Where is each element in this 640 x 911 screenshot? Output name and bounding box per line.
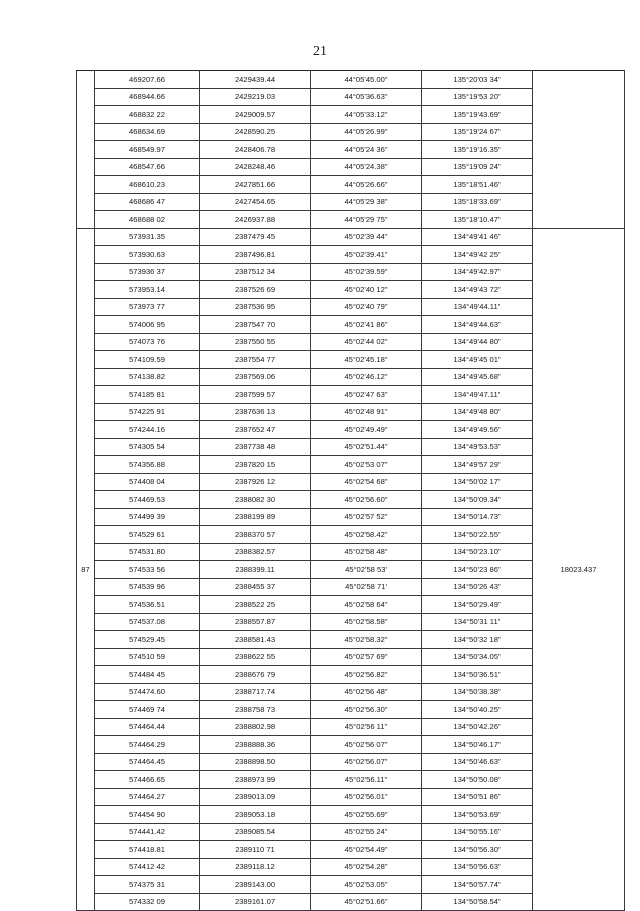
y-coordinate-cell: 2389110 71	[200, 841, 311, 859]
y-coordinate-cell: 2428406.78	[200, 141, 311, 159]
longitude-cell: 135°19'16.35"	[422, 141, 533, 159]
x-coordinate-cell: 574073 76	[95, 333, 200, 351]
latitude-cell: 45°02'56 11"	[311, 718, 422, 736]
x-coordinate-cell: 574138.82	[95, 368, 200, 386]
longitude-cell: 134°49'42.97"	[422, 263, 533, 281]
y-coordinate-cell: 2388758 73	[200, 701, 311, 719]
longitude-cell: 134°50'23.10"	[422, 543, 533, 561]
longitude-cell: 134°50'02 17"	[422, 473, 533, 491]
y-coordinate-cell: 2388455 37	[200, 578, 311, 596]
x-coordinate-cell: 573973 77	[95, 298, 200, 316]
y-coordinate-cell: 2387636 13	[200, 403, 311, 421]
latitude-cell: 44°05'26.99"	[311, 123, 422, 141]
x-coordinate-cell: 574510 59	[95, 648, 200, 666]
x-coordinate-cell: 468547.66	[95, 158, 200, 176]
y-coordinate-cell: 2426937.88	[200, 211, 311, 229]
latitude-cell: 45°02'53.05"	[311, 876, 422, 894]
longitude-cell: 135°19'43.69"	[422, 106, 533, 124]
longitude-cell: 135°20'03 34"	[422, 71, 533, 89]
parcel-number-cell	[77, 71, 95, 229]
longitude-cell: 134°49'44.11"	[422, 298, 533, 316]
latitude-cell: 45°02'39 44"	[311, 228, 422, 246]
x-coordinate-cell: 468688 02	[95, 211, 200, 229]
latitude-cell: 45°02'51.66"	[311, 893, 422, 911]
latitude-cell: 45°02'58 53'	[311, 561, 422, 579]
page-number: 21	[313, 44, 327, 59]
y-coordinate-cell: 2387479 45	[200, 228, 311, 246]
latitude-cell: 44°05'29 38"	[311, 193, 422, 211]
longitude-cell: 134°50'32 18"	[422, 631, 533, 649]
x-coordinate-cell: 468944.66	[95, 88, 200, 106]
x-coordinate-cell: 573930.63	[95, 246, 200, 264]
x-coordinate-cell: 468610.23	[95, 176, 200, 194]
longitude-cell: 134°49'44.63"	[422, 316, 533, 334]
y-coordinate-cell: 2388973 99	[200, 771, 311, 789]
longitude-cell: 134°50'56.30"	[422, 841, 533, 859]
longitude-cell: 134°50'46.17"	[422, 736, 533, 754]
x-coordinate-cell: 574537.08	[95, 613, 200, 631]
longitude-cell: 134°49'57 29"	[422, 456, 533, 474]
y-coordinate-cell: 2388382.57	[200, 543, 311, 561]
x-coordinate-cell: 574499 39	[95, 508, 200, 526]
y-coordinate-cell: 2389013.09	[200, 788, 311, 806]
longitude-cell: 134°50'51 86"	[422, 788, 533, 806]
latitude-cell: 44°05'24 36"	[311, 141, 422, 159]
x-coordinate-cell: 574185 81	[95, 386, 200, 404]
y-coordinate-cell: 2388522 25	[200, 596, 311, 614]
x-coordinate-cell: 574244.16	[95, 421, 200, 439]
latitude-cell: 45°02'41 86"	[311, 316, 422, 334]
longitude-cell: 134°49'43 72"	[422, 281, 533, 299]
latitude-cell: 45°02'47 63"	[311, 386, 422, 404]
table-row	[77, 71, 625, 89]
latitude-cell: 45°02'39.59"	[311, 263, 422, 281]
longitude-cell: 134°49'45.68"	[422, 368, 533, 386]
longitude-cell: 134°50'22.55"	[422, 526, 533, 544]
x-coordinate-cell: 574109.59	[95, 351, 200, 369]
x-coordinate-cell: 574332 09	[95, 893, 200, 911]
x-coordinate-cell: 574469 74	[95, 701, 200, 719]
y-coordinate-cell: 2388898.50	[200, 753, 311, 771]
longitude-cell: 134°50'42.26"	[422, 718, 533, 736]
longitude-cell: 135°19'24 67"	[422, 123, 533, 141]
x-coordinate-cell: 574412 42	[95, 858, 200, 876]
x-coordinate-cell: 574469.53	[95, 491, 200, 509]
longitude-cell: 135°18'33.69"	[422, 193, 533, 211]
longitude-cell: 134°49'44 80"	[422, 333, 533, 351]
x-coordinate-cell: 574408 04	[95, 473, 200, 491]
latitude-cell: 45°02'56.82"	[311, 666, 422, 684]
latitude-cell: 45°02'56.01"	[311, 788, 422, 806]
longitude-cell: 134°49'47.11"	[422, 386, 533, 404]
x-coordinate-cell: 574356.88	[95, 456, 200, 474]
latitude-cell: 45°02'56.11"	[311, 771, 422, 789]
latitude-cell: 44°05'33.12"	[311, 106, 422, 124]
y-coordinate-cell: 2387569.06	[200, 368, 311, 386]
y-coordinate-cell: 2387652 47	[200, 421, 311, 439]
latitude-cell: 45°02'56.60"	[311, 491, 422, 509]
latitude-cell: 45°02'55 24"	[311, 823, 422, 841]
longitude-cell: 135°18'10.47"	[422, 211, 533, 229]
latitude-cell: 45°02'40 79"	[311, 298, 422, 316]
x-coordinate-cell: 574464.27	[95, 788, 200, 806]
longitude-cell: 134°50'23 86"	[422, 561, 533, 579]
x-coordinate-cell: 574454 90	[95, 806, 200, 824]
y-coordinate-cell: 2429219.03	[200, 88, 311, 106]
x-coordinate-cell: 574464.45	[95, 753, 200, 771]
latitude-cell: 45°02'55.69"	[311, 806, 422, 824]
latitude-cell: 45°02'56 48"	[311, 683, 422, 701]
x-coordinate-cell: 574006 95	[95, 316, 200, 334]
longitude-cell: 134°50'57.74"	[422, 876, 533, 894]
latitude-cell: 45°02'51.44"	[311, 438, 422, 456]
y-coordinate-cell: 2388199 89	[200, 508, 311, 526]
y-coordinate-cell: 2388888.36	[200, 736, 311, 754]
latitude-cell: 45°02'53 07"	[311, 456, 422, 474]
y-coordinate-cell: 2428248.46	[200, 158, 311, 176]
longitude-cell: 134°50'36.51"	[422, 666, 533, 684]
coordinates-table	[76, 70, 625, 911]
y-coordinate-cell: 2388802.98	[200, 718, 311, 736]
longitude-cell: 134°50'38.38"	[422, 683, 533, 701]
longitude-cell: 134°49'53.53"	[422, 438, 533, 456]
x-coordinate-cell: 574529.45	[95, 631, 200, 649]
latitude-cell: 45°02'54.49"	[311, 841, 422, 859]
latitude-cell: 45°02'58.42"	[311, 526, 422, 544]
y-coordinate-cell: 2389053.18	[200, 806, 311, 824]
y-coordinate-cell: 2387926 12	[200, 473, 311, 491]
y-coordinate-cell: 2387550 55	[200, 333, 311, 351]
longitude-cell: 134°50'55.16"	[422, 823, 533, 841]
x-coordinate-cell: 574418.81	[95, 841, 200, 859]
longitude-cell: 134°50'46.63"	[422, 753, 533, 771]
x-coordinate-cell: 574464.44	[95, 718, 200, 736]
y-coordinate-cell: 2388717.74	[200, 683, 311, 701]
latitude-cell: 45°02'49.49"	[311, 421, 422, 439]
x-coordinate-cell: 468832 22	[95, 106, 200, 124]
latitude-cell: 44°05'29 75"	[311, 211, 422, 229]
latitude-cell: 45°02'56.07"	[311, 753, 422, 771]
longitude-cell: 134°50'09.34"	[422, 491, 533, 509]
y-coordinate-cell: 2388370 57	[200, 526, 311, 544]
x-coordinate-cell: 574484 45	[95, 666, 200, 684]
x-coordinate-cell: 574441.42	[95, 823, 200, 841]
longitude-cell: 134°50'58.54"	[422, 893, 533, 911]
y-coordinate-cell: 2388676 79	[200, 666, 311, 684]
longitude-cell: 135°18'51.46"	[422, 176, 533, 194]
y-coordinate-cell: 2387547 70	[200, 316, 311, 334]
longitude-cell: 134°50'29.49"	[422, 596, 533, 614]
longitude-cell: 135°19'53 20"	[422, 88, 533, 106]
latitude-cell: 45°02'57 69"	[311, 648, 422, 666]
longitude-cell: 134°50'50.08"	[422, 771, 533, 789]
table-row	[77, 228, 625, 246]
x-coordinate-cell: 573953.14	[95, 281, 200, 299]
latitude-cell: 45°02'46.12"	[311, 368, 422, 386]
latitude-cell: 45°02'54.28"	[311, 858, 422, 876]
latitude-cell: 45°02'58 48"	[311, 543, 422, 561]
x-coordinate-cell: 574536.51	[95, 596, 200, 614]
latitude-cell: 44°05'36.63"	[311, 88, 422, 106]
x-coordinate-cell: 574529 61	[95, 526, 200, 544]
longitude-cell: 134°50'40.25"	[422, 701, 533, 719]
latitude-cell: 45°02'58.58"	[311, 613, 422, 631]
x-coordinate-cell: 574225 91	[95, 403, 200, 421]
y-coordinate-cell: 2387820 15	[200, 456, 311, 474]
x-coordinate-cell: 574466.65	[95, 771, 200, 789]
latitude-cell: 45°02'48 91"	[311, 403, 422, 421]
x-coordinate-cell: 574474.60	[95, 683, 200, 701]
longitude-cell: 134°50'34.05"	[422, 648, 533, 666]
longitude-cell: 134°50'53.69"	[422, 806, 533, 824]
y-coordinate-cell: 2388399.11	[200, 561, 311, 579]
x-coordinate-cell: 574464.29	[95, 736, 200, 754]
latitude-cell: 45°02'56 07"	[311, 736, 422, 754]
latitude-cell: 45°02'45.18"	[311, 351, 422, 369]
y-coordinate-cell: 2388622 55	[200, 648, 311, 666]
x-coordinate-cell: 573936 37	[95, 263, 200, 281]
parcel-area-cell	[533, 71, 625, 229]
x-coordinate-cell: 468686 47	[95, 193, 200, 211]
y-coordinate-cell: 2387554 77	[200, 351, 311, 369]
x-coordinate-cell: 468634.69	[95, 123, 200, 141]
x-coordinate-cell: 469207.66	[95, 71, 200, 89]
coordinates-table-body	[77, 71, 625, 911]
latitude-cell: 44°05'26.66"	[311, 176, 422, 194]
latitude-cell: 45°02'44 02"	[311, 333, 422, 351]
x-coordinate-cell: 574531.80	[95, 543, 200, 561]
x-coordinate-cell: 573931.35	[95, 228, 200, 246]
latitude-cell: 45°02'58.32"	[311, 631, 422, 649]
latitude-cell: 45°02'54 68"	[311, 473, 422, 491]
longitude-cell: 134°49'45 01"	[422, 351, 533, 369]
y-coordinate-cell: 2387526 69	[200, 281, 311, 299]
longitude-cell: 134°49'49.56"	[422, 421, 533, 439]
x-coordinate-cell: 468549.97	[95, 141, 200, 159]
latitude-cell: 45°02'40 12"	[311, 281, 422, 299]
longitude-cell: 134°50'26 43"	[422, 578, 533, 596]
latitude-cell: 44°05'24.38"	[311, 158, 422, 176]
y-coordinate-cell: 2389143.00	[200, 876, 311, 894]
y-coordinate-cell: 2387496.81	[200, 246, 311, 264]
y-coordinate-cell: 2387738 48	[200, 438, 311, 456]
longitude-cell: 134°50'31 11"	[422, 613, 533, 631]
longitude-cell: 134°50'14.73"	[422, 508, 533, 526]
parcel-area-cell: 18023.437	[533, 228, 625, 911]
x-coordinate-cell: 574533 56	[95, 561, 200, 579]
y-coordinate-cell: 2427851.66	[200, 176, 311, 194]
latitude-cell: 45°02'39.41"	[311, 246, 422, 264]
y-coordinate-cell: 2428590.25	[200, 123, 311, 141]
longitude-cell: 134°49'48 80"	[422, 403, 533, 421]
y-coordinate-cell: 2389118.12	[200, 858, 311, 876]
parcel-number-cell: 87	[77, 228, 95, 911]
y-coordinate-cell: 2388557.87	[200, 613, 311, 631]
y-coordinate-cell: 2387512 34	[200, 263, 311, 281]
y-coordinate-cell: 2388581.43	[200, 631, 311, 649]
y-coordinate-cell: 2429009.57	[200, 106, 311, 124]
y-coordinate-cell: 2389161.07	[200, 893, 311, 911]
y-coordinate-cell: 2387599 57	[200, 386, 311, 404]
y-coordinate-cell: 2389085.54	[200, 823, 311, 841]
y-coordinate-cell: 2429439.44	[200, 71, 311, 89]
latitude-cell: 45°02'58 64"	[311, 596, 422, 614]
latitude-cell: 45°02'57 52"	[311, 508, 422, 526]
longitude-cell: 134°49'42 25"	[422, 246, 533, 264]
x-coordinate-cell: 574539 96	[95, 578, 200, 596]
longitude-cell: 134°50'56.63"	[422, 858, 533, 876]
x-coordinate-cell: 574305 54	[95, 438, 200, 456]
longitude-cell: 134°49'41 46"	[422, 228, 533, 246]
latitude-cell: 45°02'56.30"	[311, 701, 422, 719]
y-coordinate-cell: 2387536 95	[200, 298, 311, 316]
latitude-cell: 45°02'58 71'	[311, 578, 422, 596]
y-coordinate-cell: 2388082 30	[200, 491, 311, 509]
x-coordinate-cell: 574375 31	[95, 876, 200, 894]
y-coordinate-cell: 2427454.65	[200, 193, 311, 211]
latitude-cell: 44°05'45.00"	[311, 71, 422, 89]
longitude-cell: 135°19'09 24"	[422, 158, 533, 176]
